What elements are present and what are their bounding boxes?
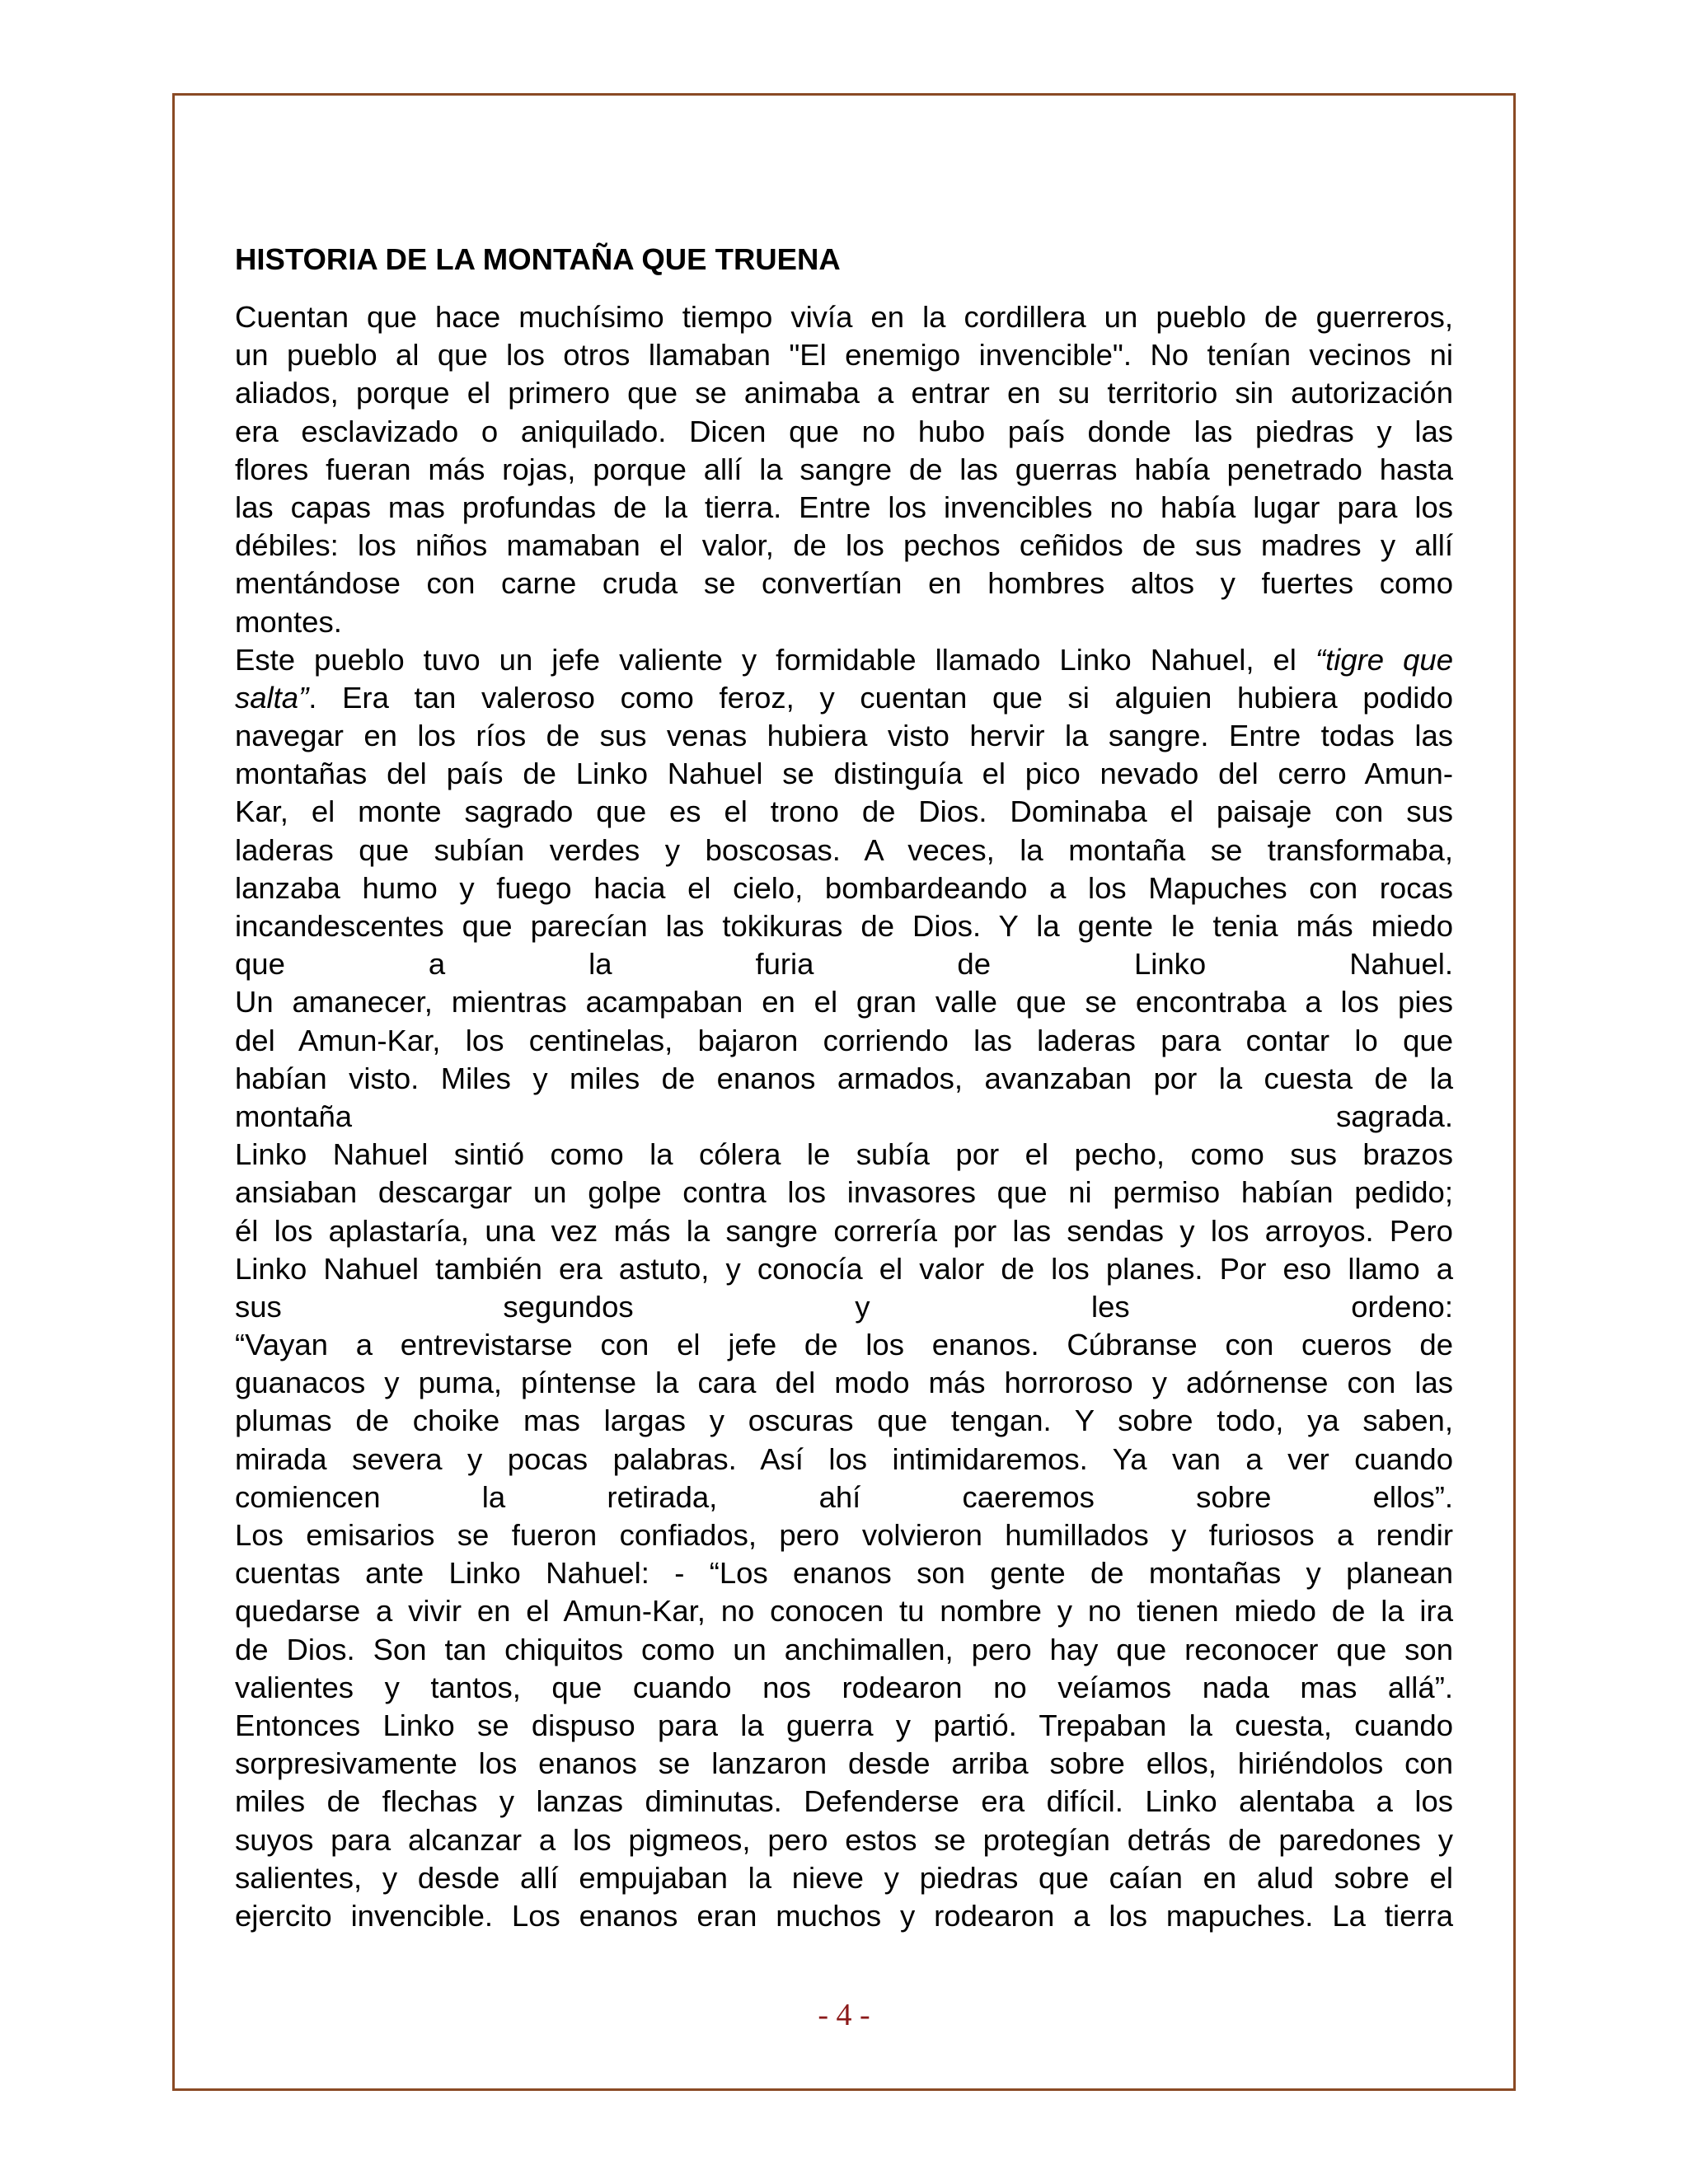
text-line bbox=[235, 1060, 1453, 1098]
italic-quote: salta” bbox=[235, 680, 309, 715]
text-line-content: montañas del país de Linko Nahuel se distinguía el pico nevado del cerro Amun- bbox=[235, 757, 1453, 791]
text-line bbox=[235, 336, 1453, 374]
text-line-content: montaña sagrada. bbox=[235, 1099, 1453, 1133]
text-line bbox=[235, 1859, 1453, 1897]
text-line-content: de Dios. Son tan chiquitos como un anchimallen, pero hay que reconocer que son bbox=[235, 1632, 1453, 1666]
text-line-content: ejercito invencible. Los enanos eran muchos y rodearon a los mapuches. La tierra bbox=[235, 1898, 1453, 1933]
text-line-content: sorpresivamente los enanos se lanzaron desde arriba sobre ellos, hiriéndolos con bbox=[235, 1746, 1453, 1781]
text-line-content: era esclavizado o aniquilado. Dicen que no hubo país donde las piedras y las bbox=[235, 414, 1453, 448]
text-line-content: Kar, el monte sagrado que es el trono de Dios. Dominaba el paisaje con sus bbox=[235, 794, 1453, 829]
text-line-content: Los emisarios se fueron confiados, pero volvieron humillados y furiosos a rendir bbox=[235, 1518, 1453, 1552]
text-line bbox=[235, 832, 1453, 869]
text-line-content: “Vayan a entrevistarse con el jefe de los enanos. Cúbranse con cueros de bbox=[235, 1328, 1453, 1362]
text-line-content: aliados, porque el primero que se animaba a entrar en su territorio sin autorización bbox=[235, 376, 1453, 410]
text-line bbox=[235, 1479, 1453, 1516]
text-line-content: plumas de choike mas largas y oscuras que tengan. Y sobre todo, ya saben, bbox=[235, 1404, 1453, 1438]
text-line-content: incandescentes que parecían las tokikuras de Dios. Y la gente le tenia más miedo bbox=[235, 909, 1453, 943]
text-line bbox=[235, 565, 1453, 602]
text-line bbox=[235, 641, 1453, 679]
text-line bbox=[235, 1174, 1453, 1212]
text-line-content: ansiaban descargar un golpe contra los invasores que ni permiso habían pedido; bbox=[235, 1175, 1453, 1210]
text-line bbox=[235, 1250, 1453, 1288]
text-line-content: Este pueblo tuvo un jefe valiente y formidable llamado Linko Nahuel, el bbox=[235, 642, 1315, 677]
text-line-content: suyos para alcanzar a los pigmeos, pero estos se protegían detrás de paredones y bbox=[235, 1822, 1453, 1857]
document-body bbox=[235, 239, 1453, 1935]
text-line-content: salientes, y desde allí empujaban la nieve y piedras que caían en alud sobre el bbox=[235, 1860, 1453, 1895]
text-line bbox=[235, 1821, 1453, 1859]
text-line bbox=[235, 1897, 1453, 1935]
text-line bbox=[235, 1592, 1453, 1630]
text-line bbox=[235, 374, 1453, 412]
text-line bbox=[235, 1364, 1453, 1402]
text-line bbox=[235, 1516, 1453, 1554]
text-line bbox=[235, 983, 1453, 1021]
text-line bbox=[235, 1631, 1453, 1669]
text-line bbox=[235, 945, 1453, 983]
text-line bbox=[235, 1441, 1453, 1479]
text-line bbox=[235, 413, 1453, 451]
text-line bbox=[235, 489, 1453, 527]
text-line bbox=[235, 1669, 1453, 1707]
text-line-content: . Era tan valeroso como feroz, y cuentan que si alguien hubiera podido bbox=[308, 680, 1453, 715]
text-line-content: mentándose con carne cruda se convertían en hombres altos y fuertes como bbox=[235, 566, 1453, 601]
text-line bbox=[235, 1707, 1453, 1745]
text-line-content: cuentas ante Linko Nahuel: - “Los enanos son gente de montañas y planean bbox=[235, 1556, 1453, 1591]
text-line bbox=[235, 1288, 1453, 1326]
text-line bbox=[235, 1136, 1453, 1174]
text-line-content: mirada severa y pocas palabras. Así los intimidaremos. Ya van a ver cuando bbox=[235, 1441, 1453, 1476]
text-line-content: él los aplastaría, una vez más la sangre correría por las sendas y los arroyos. Pero bbox=[235, 1213, 1453, 1248]
text-line-content: miles de flechas y lanzas diminutas. Defenderse era difícil. Linko alentaba a los bbox=[235, 1784, 1453, 1819]
text-line-content: Un amanecer, mientras acampaban en el gran valle que se encontraba a los pies bbox=[235, 985, 1453, 1019]
text-line-content: que a la furia de Linko Nahuel. bbox=[235, 947, 1453, 982]
text-line-content: un pueblo al que los otros llamaban "El enemigo invencible". No tenían vecinos ni bbox=[235, 338, 1453, 373]
text-line bbox=[235, 298, 1453, 336]
paragraph-text bbox=[235, 298, 1453, 1935]
text-line bbox=[235, 451, 1453, 489]
text-line bbox=[235, 869, 1453, 907]
text-line-content: comiencen la retirada, ahí caeremos sobre ellos”. bbox=[235, 1479, 1453, 1514]
text-line-content: débiles: los niños mamaban el valor, de los pechos ceñidos de sus madres y allí bbox=[235, 528, 1453, 563]
text-line-content: quedarse a vivir en el Amun-Kar, no conocen tu nombre y no tienen miedo de la ira bbox=[235, 1594, 1453, 1629]
text-line-content: guanacos y puma, píntense la cara del modo más horroroso y adórnense con las bbox=[235, 1366, 1453, 1400]
text-line-content: sus segundos y les ordeno: bbox=[235, 1289, 1453, 1324]
text-line bbox=[235, 717, 1453, 755]
text-line-content: Linko Nahuel también era astuto, y conocía el valor de los planes. Por eso llamo a bbox=[235, 1251, 1453, 1286]
text-line-content: valientes y tantos, que cuando nos rodearon no veíamos nada mas allá”. bbox=[235, 1670, 1453, 1704]
text-line bbox=[235, 1402, 1453, 1440]
text-line bbox=[235, 793, 1453, 831]
italic-quote: “tigre que bbox=[1315, 642, 1454, 677]
text-line bbox=[235, 603, 1453, 641]
text-line-content: Linko Nahuel sintió como la cólera le subía por el pecho, como sus brazos bbox=[235, 1137, 1453, 1172]
text-line-content: navegar en los ríos de sus venas hubiera visto hervir la sangre. Entre todas las bbox=[235, 719, 1453, 753]
text-line-content: montes. bbox=[235, 604, 342, 639]
document-title: HISTORIA DE LA MONTAÑA QUE TRUENA bbox=[235, 242, 841, 276]
text-line-content: lanzaba humo y fuego hacia el cielo, bombardeando a los Mapuches con rocas bbox=[235, 870, 1453, 905]
text-line bbox=[235, 679, 1453, 717]
text-line-content: habían visto. Miles y miles de enanos armados, avanzaban por la cuesta de la bbox=[235, 1061, 1453, 1095]
text-line bbox=[235, 527, 1453, 565]
text-line-content: Cuentan que hace muchísimo tiempo vivía en la cordillera un pueblo de guerreros, bbox=[235, 300, 1453, 334]
text-line bbox=[235, 1783, 1453, 1821]
text-line bbox=[235, 1212, 1453, 1250]
text-line bbox=[235, 1554, 1453, 1592]
text-line-content: flores fueran más rojas, porque allí la sangre de las guerras había penetrado hasta bbox=[235, 452, 1453, 486]
text-line bbox=[235, 907, 1453, 945]
text-line bbox=[235, 1326, 1453, 1364]
text-line-content: Entonces Linko se dispuso para la guerra y partió. Trepaban la cuesta, cuando bbox=[235, 1708, 1453, 1742]
page-number: - 4 - bbox=[818, 1998, 870, 2032]
text-line-content: laderas que subían verdes y boscosas. A veces, la montaña se transformaba, bbox=[235, 832, 1453, 867]
text-line-content: las capas mas profundas de la tierra. Entre los invencibles no había lugar para los bbox=[235, 490, 1453, 524]
text-line-content: del Amun-Kar, los centinelas, bajaron corriendo las laderas para contar lo que bbox=[235, 1023, 1453, 1057]
text-line bbox=[235, 1022, 1453, 1060]
text-line bbox=[235, 1745, 1453, 1783]
text-line bbox=[235, 1098, 1453, 1136]
text-line bbox=[235, 755, 1453, 793]
